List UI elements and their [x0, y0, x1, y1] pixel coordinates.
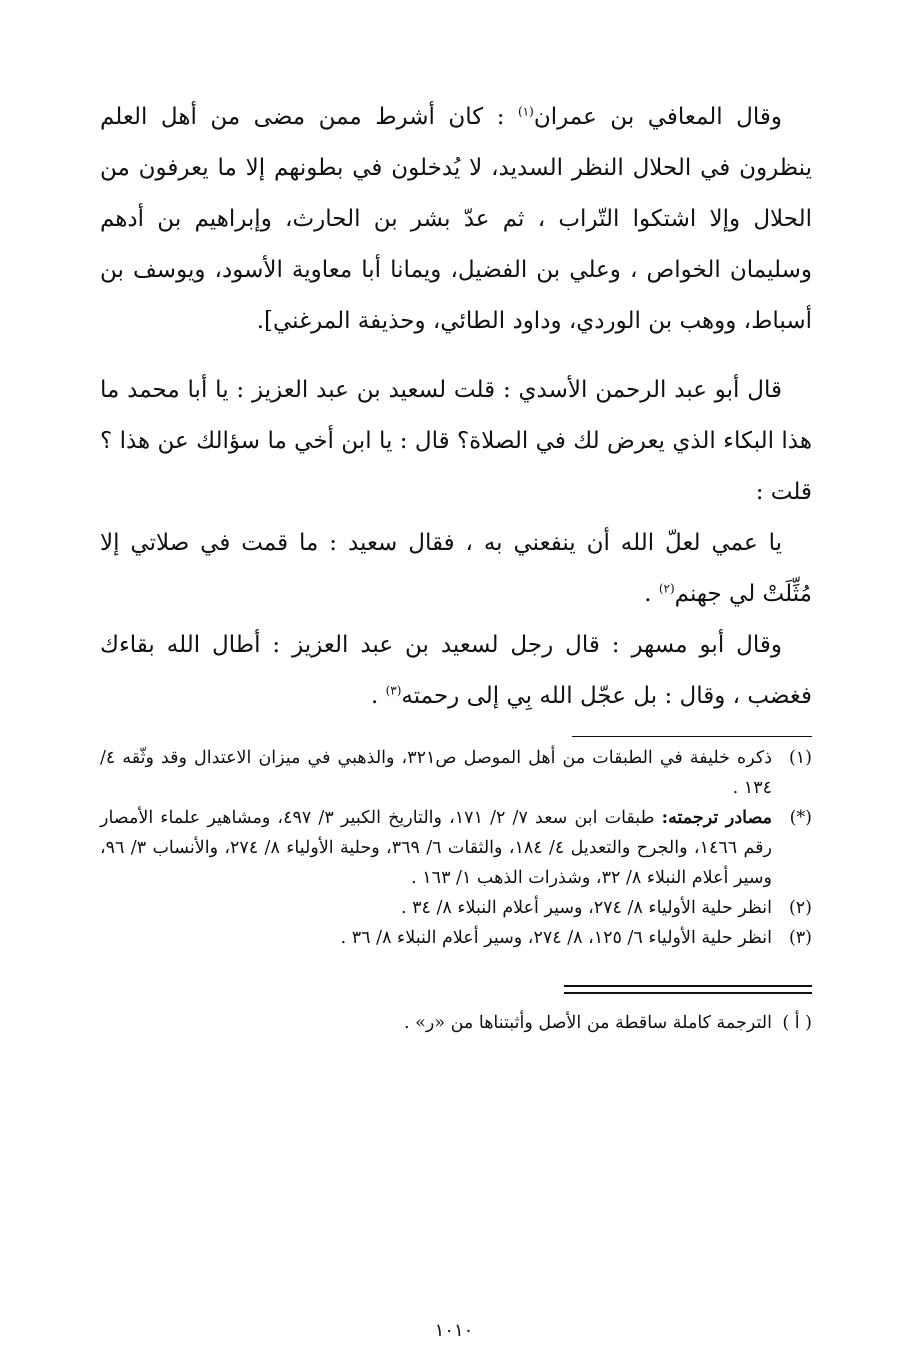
paragraph-1-text: وقال المعافي بن عمران: [533, 104, 783, 130]
editor-note: [100, 1008, 812, 1038]
footnote-marker: (٢): [788, 898, 812, 918]
footnote-1: [100, 743, 812, 803]
footnote-marker: (*): [789, 808, 812, 828]
footnote-text: انظر حلية الأولياء ٦/ ١٢٥، ٨/ ٢٧٤، وسير أعلام النبلاء ٨/ ٣٦ .: [340, 928, 772, 948]
footnote-ref-1[interactable]: (١): [517, 104, 534, 119]
footnotes-list: [100, 743, 812, 953]
footnote-divider: [572, 736, 812, 737]
paragraph-2: قال أبو عبد الرحمن الأسدي : قلت لسعيد بن عبد العزيز : يا أبا محمد ما هذا البكاء الذي يعرض لك في الصلاة؟ قال : يا ابن أخي ما سؤالك عن هذا ؟ قلت :: [100, 377, 812, 505]
page-number: ١٠١٠: [434, 1320, 474, 1341]
editor-note-marker: ( أ ): [782, 1013, 812, 1033]
paragraph-3-end: .: [644, 581, 659, 607]
footnote-marker: (١): [788, 748, 812, 768]
footnote-text: ذكره خليفة في الطبقات من أهل الموصل ص٣٢١، والذهبي في ميزان الاعتدال وقد وثّقه ٤/ ١٣٤ .: [100, 748, 772, 798]
paragraph-1-text-cont: : كان أشرط ممن مضى من أهل العلم ينظرون في الحلال النظر السديد، لا يُدخلون في بطونهم إلا ما يعرفون من الحلال وإلا اشتكوا التّراب ، ثم عدّ بشر بن الحارث، وإبراهيم بن أدهم وسليمان الخواص ، وعلي بن الفضيل، ويمانا أبا معاوية الأسود، ويوسف بن أسباط، ووهب بن الوردي، وداود الطائي، وحذيفة المرغني].: [100, 104, 812, 334]
paragraph-1: [100, 92, 812, 347]
paragraph-4-end: .: [370, 683, 386, 709]
footnote-ref-2[interactable]: (٢): [658, 581, 675, 596]
paragraph-3-text: يا عمي لعلّ الله أن ينفعني به ، فقال سعيد : ما قمت في صلاتي إلا مُثِّلَتْ لي جهنم: [100, 530, 812, 607]
footnote-2: [100, 893, 812, 923]
paragraph-4-text: وقال أبو مسهر : قال رجل لسعيد بن عبد العزيز : أطال الله بقاءك فغضب ، وقال : بل عجّل الله بِي إلى رحمته: [100, 632, 812, 709]
footnote-ref-3[interactable]: (٣): [385, 683, 402, 698]
editor-note-text: الترجمة كاملة ساقطة من الأصل وأثبتناها من «ر» .: [404, 1013, 772, 1033]
footnote-text: انظر حلية الأولياء ٨/ ٢٧٤، وسير أعلام النبلاء ٨/ ٣٤ .: [400, 898, 772, 918]
paragraph-3: [100, 518, 812, 620]
footnote-marker: (٣): [788, 928, 812, 948]
editor-note-divider: [564, 985, 812, 994]
footnote-3: [100, 923, 812, 953]
footnote-sources: [100, 803, 812, 893]
page-content: [100, 92, 812, 1038]
paragraph-4: [100, 620, 812, 722]
footnote-label: مصادر ترجمته:: [661, 808, 773, 828]
footnote-text: طبقات ابن سعد ٧/ ٢/ ١٧١، والتاريخ الكبير ٣/ ٤٩٧، ومشاهير علماء الأمصار رقم ١٤٦٦، والجرح والتعديل ٤/ ١٨٤، والثقات ٦/ ٣٦٩، وحلية الأولياء ٨/ ٢٧٤، والأنساب ٣/ ٩٦، وسير أعلام النبلاء ٨/ ٣٢، وشذرات الذهب ١/ ١٦٣ .: [100, 808, 772, 888]
